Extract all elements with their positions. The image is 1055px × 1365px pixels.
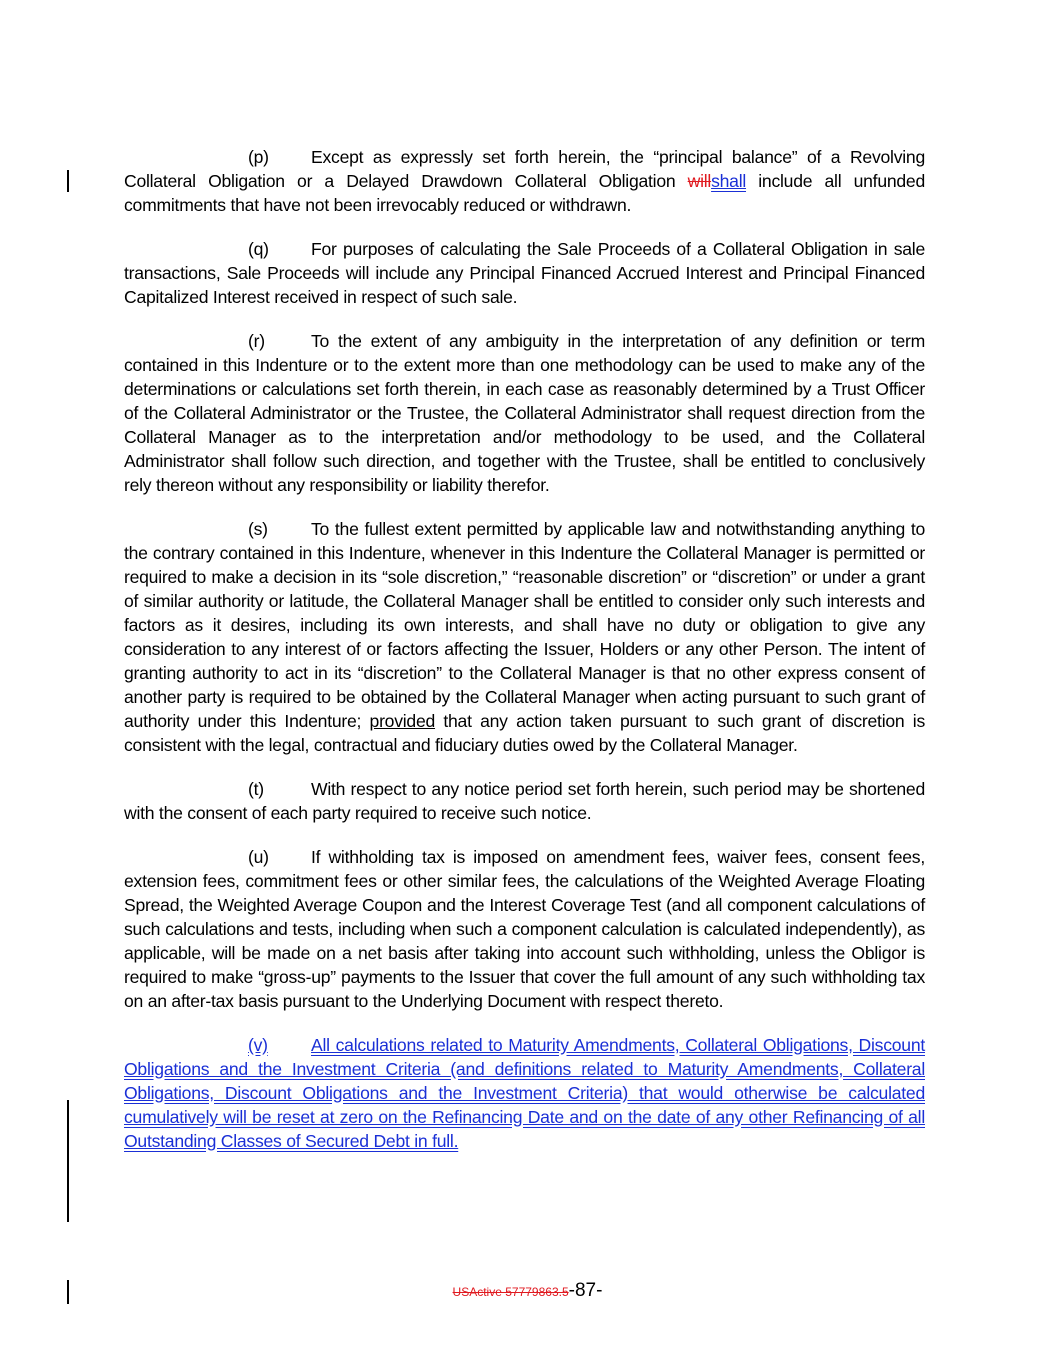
paragraph-label: (t) <box>248 779 264 799</box>
paragraph-t <box>124 777 925 825</box>
paragraph-s <box>124 517 925 757</box>
paragraph-text: All calculations related to Maturity Amendments, Collateral Obligations, Discount Obligations and the Investment Criteria (and definitions related to Maturity Amendments, Collateral Obligations, Discount Obligations and the Investment Criteria) that would otherwise be calculated cumulatively will be reset at zero on the Refinancing Date and on the date of any other Refinancing of all Outstanding Classes of Secured Debt in full. <box>124 1035 925 1151</box>
page-footer <box>0 1280 1055 1302</box>
paragraph-text: To the extent of any ambiguity in the interpretation of any definition or term contained in this Indenture or to the extent more than one methodology can be used to make any of the determinations or calculations set forth therein, in each case as reasonably determined by a Trust Officer of the Collateral Administrator or the Trustee, the Collateral Administrator shall request direction from the Collateral Manager as to the interpretation and/or methodology to be used, and the Collateral Administrator shall follow such direction, and together with the Trustee, shall be entitled to conclusively rely thereon without any responsibility or liability therefor. <box>124 331 925 495</box>
paragraph-text: With respect to any notice period set forth herein, such period may be shortened with the consent of each party required to receive such notice. <box>124 779 925 823</box>
paragraph-label: (q) <box>248 239 269 259</box>
paragraph-label: (s) <box>248 519 268 539</box>
paragraph-label: (v) <box>248 1035 268 1055</box>
paragraph-q <box>124 237 925 309</box>
deleted-text: will <box>687 171 712 191</box>
paragraph-label: (r) <box>248 331 265 351</box>
paragraph-u <box>124 845 925 1013</box>
paragraph-v-inserted <box>124 1033 925 1153</box>
change-bar <box>67 1100 69 1222</box>
paragraph-text: include all unfunded commitments that have not been irrevocably reduced or withdrawn. <box>124 171 925 215</box>
paragraph-label: (p) <box>248 147 269 167</box>
underlined-term: provided <box>369 711 436 731</box>
paragraph-text: that any action taken pursuant to such grant of discretion is consistent with the legal, contractual and fiduciary duties owed by the Collateral Manager. <box>124 711 925 755</box>
inserted-text: shall <box>711 171 747 191</box>
document-body <box>124 145 925 1173</box>
paragraph-p <box>124 145 925 217</box>
paragraph-label: (u) <box>248 847 269 867</box>
paragraph-text: Except as expressly set forth herein, the “principal balance” of a Revolving Collateral Obligation or a Delayed Drawdown Collateral Obligation <box>124 147 925 191</box>
paragraph-text: For purposes of calculating the Sale Proceeds of a Collateral Obligation in sale transactions, Sale Proceeds will include any Principal Financed Accrued Interest and Principal Financed Capitalized Interest received in respect of such sale. <box>124 239 925 307</box>
paragraph-text: If withholding tax is imposed on amendment fees, waiver fees, consent fees, extension fees, commitment fees or other similar fees, the calculations of the Weighted Average Floating Spread, the Weighted Average Coupon and the Interest Coverage Test (and all component calculations of such calculations and tests, including when such a component calculation is calculated independently), as applicable, will be made on a net basis after taking into account such withholding, unless the Obligor is required to make “gross-up” payments to the Issuer that cover the full amount of any such withholding tax on an after-tax basis pursuant to the Underlying Document with respect thereto. <box>124 847 925 1011</box>
deleted-doc-id: USActive 57779863.5 <box>452 1285 569 1299</box>
paragraph-r <box>124 329 925 497</box>
page-number: -87- <box>568 1280 603 1301</box>
change-bar <box>67 170 69 192</box>
paragraph-text: To the fullest extent permitted by applicable law and notwithstanding anything to the contrary contained in this Indenture, whenever in this Indenture the Collateral Manager is permitted or required to make a decision in its “sole discretion,” “reasonable discretion” or “discretion” or under a grant of similar authority or latitude, the Collateral Manager shall be entitled to consider only such interests and factors as it desires, including its own interests, and shall have no duty or obligation to give any consideration to any interest of or factors affecting the Issuer, Holders or any other Person. The intent of granting authority to act in its “discretion” to the Collateral Manager is that no other express consent of another party is required to be obtained by the Collateral Manager when acting pursuant to such grant of authority under this Indenture; <box>124 519 925 731</box>
